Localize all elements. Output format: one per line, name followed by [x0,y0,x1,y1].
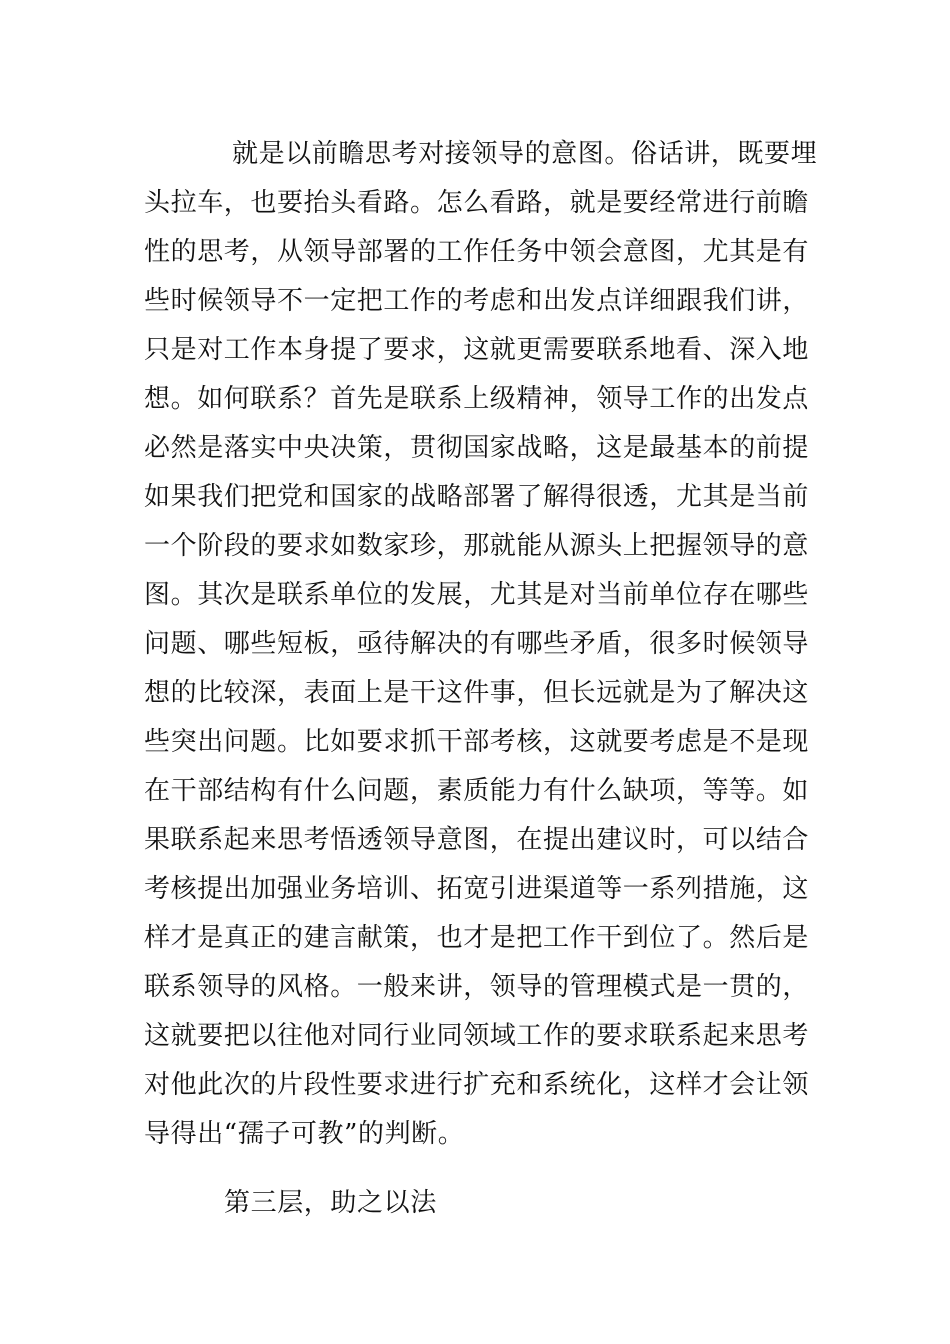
text-line: 想的比较深，表面上是干这件事，但长远就是为了解决这 [144,678,810,708]
text-line: 图。其次是联系单位的发展，尤其是对当前单位存在哪些 [144,580,810,610]
text-line: 想。如何联系？首先是联系上级精神，领导工作的出发点 [144,384,810,414]
text-line: 导得出“孺子可教”的判断。 [144,1119,465,1149]
text-line: 一个阶段的要求如数家珍，那就能从源头上把握领导的意 [144,531,810,561]
body-text [144,130,824,1228]
text-line: 在干部结构有什么问题，素质能力有什么缺项，等等。如 [144,776,810,806]
text-line: 性的思考，从领导部署的工作任务中领会意图，尤其是有 [144,237,810,267]
text-line: 考核提出加强业务培训、拓宽引进渠道等一系列措施，这 [144,874,810,904]
text-line: 就是以前瞻思考对接领导的意图。俗话讲，既要埋 [232,139,818,169]
text-line: 如果我们把党和国家的战略部署了解得很透，尤其是当前 [144,482,810,512]
text-line: 些突出问题。比如要求抓干部考核，这就要考虑是不是现 [144,727,810,757]
text-line: 对他此次的片段性要求进行扩充和系统化，这样才会让领 [144,1070,810,1100]
text-line: 果联系起来思考悟透领导意图，在提出建议时，可以结合 [144,825,810,855]
text-line: 问题、哪些短板，亟待解决的有哪些矛盾，很多时候领导 [144,629,810,659]
text-line: 必然是落实中央决策，贯彻国家战略，这是最基本的前提 [144,433,810,463]
section-heading: 第三层，助之以法 [224,1188,437,1218]
paragraph [144,130,824,1159]
text-line: 这就要把以往他对同行业同领域工作的要求联系起来思考 [144,1021,810,1051]
text-line: 联系领导的风格。一般来讲，领导的管理模式是一贯的， [144,972,810,1002]
text-line: 样才是真正的建言献策，也才是把工作干到位了。然后是 [144,923,810,953]
text-line: 只是对工作本身提了要求，这就更需要联系地看、深入地 [144,335,810,365]
text-line: 头拉车，也要抬头看路。怎么看路，就是要经常进行前瞻 [144,188,810,218]
text-line: 些时候领导不一定把工作的考虑和出发点详细跟我们讲， [144,286,810,316]
